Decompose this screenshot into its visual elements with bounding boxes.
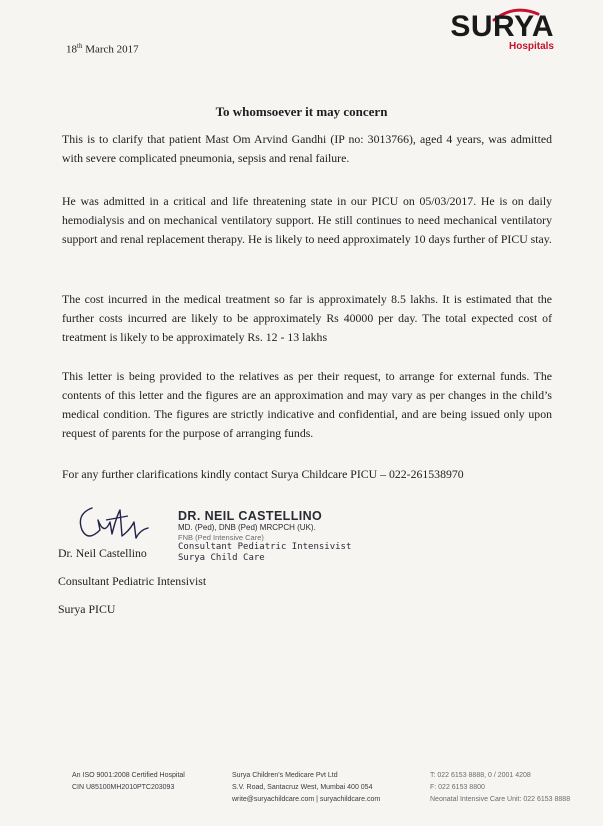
footer-street: S.V. Road, Santacruz West, Mumbai 400 054 bbox=[232, 784, 373, 791]
doctor-stamp bbox=[178, 509, 418, 564]
signatory-department: Surya PICU bbox=[58, 602, 116, 616]
date-suffix: th bbox=[77, 42, 83, 50]
paragraph-admission: He was admitted in a critical and life threatening state in our PICU on 05/03/2017. He is on daily hemodialysis and on mechanical ventilatory support. He still continues to need mechanical ventilatory support and renal replacement therapy. He is likely to need approximately 10 days further of PICU stay. bbox=[62, 194, 552, 246]
footer-telephone: T: 022 6153 8888, 0 / 2001 4208 bbox=[430, 772, 531, 779]
footer-fax: F: 022 6153 8800 bbox=[430, 784, 485, 791]
date-day: 18 bbox=[66, 43, 77, 56]
date-month-year: March 2017 bbox=[82, 43, 139, 56]
footer-certification bbox=[72, 770, 185, 794]
stamp-fellowship: FNB (Ped Intensive Care) bbox=[178, 533, 264, 542]
stamp-organization: Surya Child Care bbox=[178, 553, 265, 563]
paragraph-purpose: This letter is being provided to the relatives as per their request, to arrange for external funds. The contents of this letter and the figures are an approximation and may vary as per changes in the child’s medical condition. The figures are strictly indicative and confidential, and are being issued only upon request of parents for the purpose of arranging funds. bbox=[62, 369, 552, 440]
signatory-name: Dr. Neil Castellino bbox=[58, 546, 147, 560]
surya-logo bbox=[426, 12, 554, 52]
logo-subtitle: Hospitals bbox=[508, 41, 554, 52]
logo-wordmark: SURYA bbox=[450, 10, 554, 43]
paragraph-cost: The cost incurred in the medical treatment so far is approximately 8.5 lakhs. It is estimated that the further costs incurred are likely to be approximately Rs 40000 per day. The total expected cost of treatment is likely to be approximately Rs. 12 - 13 lakhs bbox=[62, 292, 552, 344]
footer-web: write@suryachildcare.com | suryachildcare.com bbox=[232, 796, 381, 803]
footer-company: Surya Children's Medicare Pvt Ltd bbox=[232, 772, 338, 779]
letter-heading: To whomsoever it may concern bbox=[215, 104, 388, 119]
footer-cin: CIN U85100MH2010PTC203093 bbox=[72, 784, 175, 791]
stamp-name: DR. NEIL CASTELLINO bbox=[178, 509, 323, 523]
paragraph-contact: For any further clarifications kindly contact Surya Childcare PICU – 022-261538970 bbox=[62, 467, 464, 481]
letter-date bbox=[66, 42, 139, 56]
footer-nicu: Neonatal Intensive Care Unit: 022 6153 8888 bbox=[430, 796, 571, 803]
signatory-title: Consultant Pediatric Intensivist bbox=[58, 574, 207, 588]
footer-address bbox=[232, 770, 380, 806]
handwritten-signature bbox=[70, 500, 150, 548]
paragraph-patient-info: This is to clarify that patient Mast Om Arvind Gandhi (IP no: 3013766), aged 4 years, was admitted with severe complicated pneumonia, sepsis and renal failure. bbox=[62, 132, 552, 165]
footer-iso: An ISO 9001:2008 Certified Hospital bbox=[72, 772, 185, 779]
stamp-designation: Consultant Pediatric Intensivist bbox=[178, 542, 352, 552]
stamp-qualifications: MD. (Ped), DNB (Ped) MRCPCH (UK). bbox=[178, 523, 316, 532]
footer-contact bbox=[430, 770, 570, 806]
